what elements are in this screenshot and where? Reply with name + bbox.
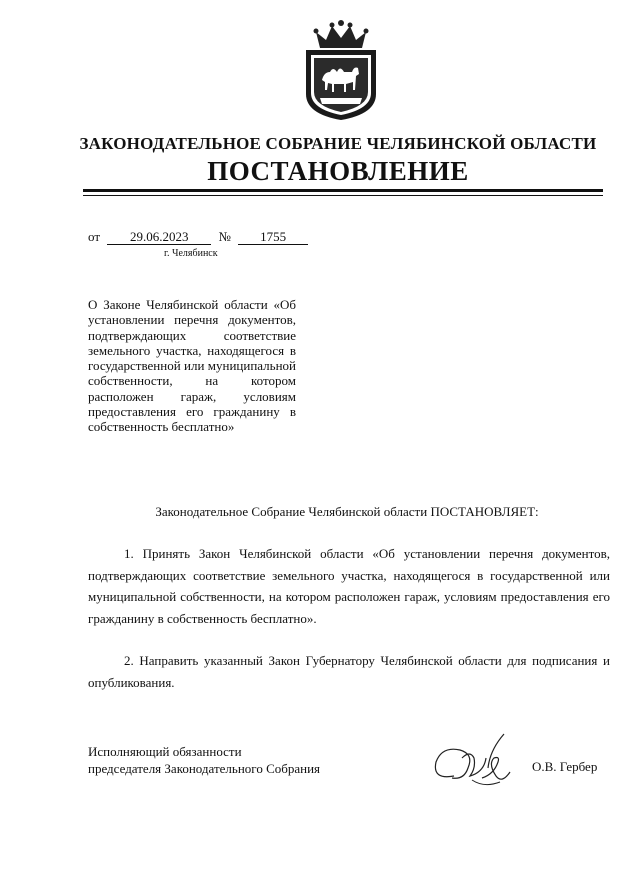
paragraph-2: 2. Направить указанный Закон Губернатору Челябинской области для подписания и опубликования. — [88, 653, 610, 690]
position-line-2: председателя Законодательного Собрания — [88, 761, 321, 776]
date-prefix: от — [88, 229, 101, 244]
city: г. Челябинск — [164, 248, 218, 259]
decree-statement: Законодательное Собрание Челябинской области ПОСТАНОВЛЯЕТ: — [155, 504, 539, 519]
paragraph-1: 1. Принять Закон Челябинской области «Об установлении перечня документов, подтверждающих соответствие земельного участка, находящегося в государственной или муниципальной собственности, на котором расположен гараж, условиям предоставления его гражданину в собственность бесплатно». — [88, 546, 610, 626]
document-type: ПОСТАНОВЛЕНИЕ — [207, 156, 469, 186]
document-number: 1755 — [238, 229, 308, 245]
coat-of-arms-icon — [300, 18, 382, 122]
document-subject: О Законе Челябинской области «Об установлении перечня документов, подтверждающих соответствие земельного участка, находящегося в государственной или муниципальной собственности, на котором расположен гараж, условиям предоставления его гражданину в собственность бесплатно» — [88, 297, 296, 435]
number-prefix: № — [218, 229, 231, 244]
signatory-name: О.В. Гербер — [532, 759, 598, 774]
handwritten-signature — [424, 728, 524, 794]
header-divider-thin — [83, 195, 603, 196]
header-divider-thick — [83, 189, 603, 192]
signatory-position — [88, 743, 320, 777]
position-line-1: Исполняющий обязанности — [88, 744, 242, 759]
document-date: 29.06.2023 — [107, 229, 211, 245]
organization-title: ЗАКОНОДАТЕЛЬНОЕ СОБРАНИЕ ЧЕЛЯБИНСКОЙ ОБЛАСТИ — [79, 134, 597, 153]
registration-line — [88, 229, 308, 245]
